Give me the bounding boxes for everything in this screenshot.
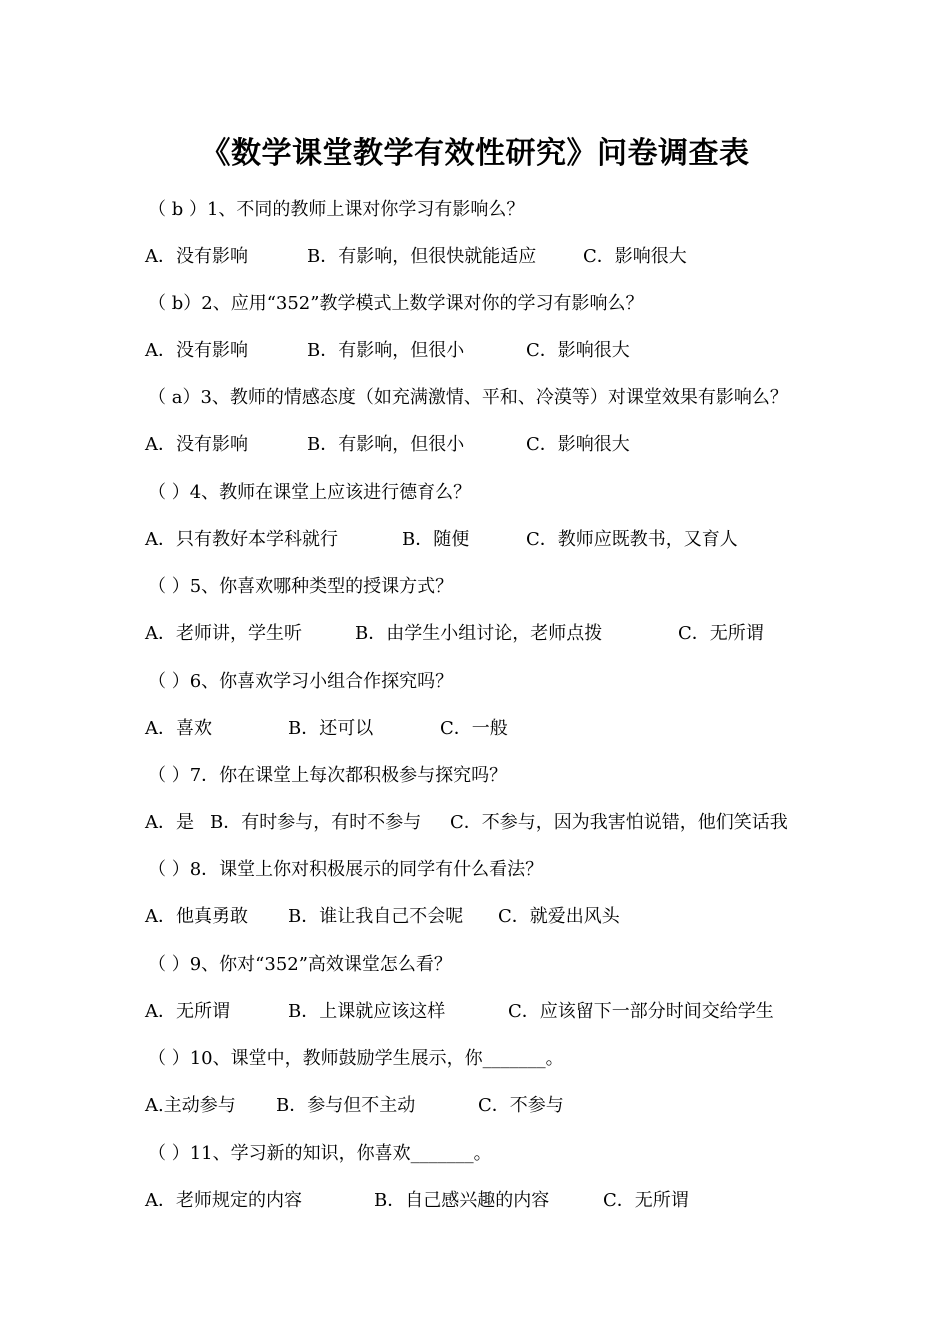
- question-9: （ ）9、你对“352”高效课堂怎么看？: [148, 954, 452, 975]
- option-b: B．谁让我自己不会呢: [288, 906, 464, 927]
- option-c: C．一般: [440, 718, 508, 739]
- option-c: C．不参与，因为我害怕说错，他们笑话我: [450, 812, 788, 833]
- option-b: B．有影响，但很小: [307, 434, 465, 455]
- option-a: A．他真勇敢: [145, 906, 248, 927]
- options-1: [145, 245, 687, 269]
- document-title: 《数学课堂教学有效性研究》问卷调查表: [200, 136, 750, 171]
- options-4: [145, 528, 738, 552]
- option-a: A．老师讲，学生听: [145, 623, 302, 644]
- question-5: （ ）5、你喜欢哪种类型的授课方式？: [148, 576, 454, 597]
- option-b: B．有时参与，有时不参与: [210, 812, 422, 833]
- question-8: （ ）8．课堂上你对积极展示的同学有什么看法？: [148, 859, 544, 880]
- option-a: A．只有教好本学科就行: [145, 529, 338, 550]
- option-c: C．不参与: [478, 1095, 564, 1116]
- options-10: [145, 1094, 564, 1118]
- question-4: （ ）4、教师在课堂上应该进行德育么？: [148, 482, 472, 503]
- option-b: B．随便: [402, 529, 470, 550]
- option-b: B．自己感兴趣的内容: [374, 1190, 550, 1211]
- option-c: C．影响很大: [526, 340, 630, 361]
- option-b: B．由学生小组讨论，老师点拨: [355, 623, 603, 644]
- options-6: [145, 717, 508, 741]
- option-b: B．有影响，但很小: [307, 340, 465, 361]
- question-6: （ ）6、你喜欢学习小组合作探究吗？: [148, 671, 454, 692]
- option-b: B．参与但不主动: [276, 1095, 416, 1116]
- option-a: A．老师规定的内容: [145, 1190, 302, 1211]
- option-c: C．就爱出风头: [498, 906, 620, 927]
- option-c: C．无所谓: [678, 623, 764, 644]
- question-11: （ ）11、学习新的知识，你喜欢_______。: [148, 1143, 492, 1164]
- options-11: [145, 1189, 689, 1213]
- question-10: （ ）10、课堂中，教师鼓励学生展示，你_______。: [148, 1048, 564, 1069]
- option-c: C．影响很大: [583, 246, 687, 267]
- option-a: A.主动参与: [145, 1095, 236, 1116]
- option-a: A．没有影响: [145, 434, 248, 455]
- question-1: （ b ）1、不同的教师上课对你学习有影响么？: [148, 199, 525, 220]
- options-9: [145, 1000, 774, 1024]
- question-7: （ ）7．你在课堂上每次都积极参与探究吗？: [148, 765, 508, 786]
- options-2: [145, 339, 630, 363]
- options-8: [145, 905, 620, 929]
- option-a: A．是: [145, 812, 194, 833]
- option-c: C．教师应既教书，又育人: [526, 529, 738, 550]
- option-a: A．喜欢: [145, 718, 212, 739]
- option-c: C．应该留下一部分时间交给学生: [508, 1001, 774, 1022]
- option-b: B．有影响，但很快就能适应: [307, 246, 537, 267]
- option-a: A．没有影响: [145, 246, 248, 267]
- option-a: A．没有影响: [145, 340, 248, 361]
- options-7: [145, 811, 788, 835]
- option-c: C．影响很大: [526, 434, 630, 455]
- options-3: [145, 433, 630, 457]
- option-a: A．无所谓: [145, 1001, 230, 1022]
- option-b: B．还可以: [288, 718, 374, 739]
- question-2: （ b）2、应用“352”教学模式上数学课对你的学习有影响么？: [148, 293, 644, 314]
- options-5: [145, 622, 764, 646]
- option-b: B．上课就应该这样: [288, 1001, 446, 1022]
- option-c: C．无所谓: [603, 1190, 689, 1211]
- question-3: （ a）3、教师的情感态度（如充满激情、平和、冷漠等）对课堂效果有影响么？: [148, 387, 788, 408]
